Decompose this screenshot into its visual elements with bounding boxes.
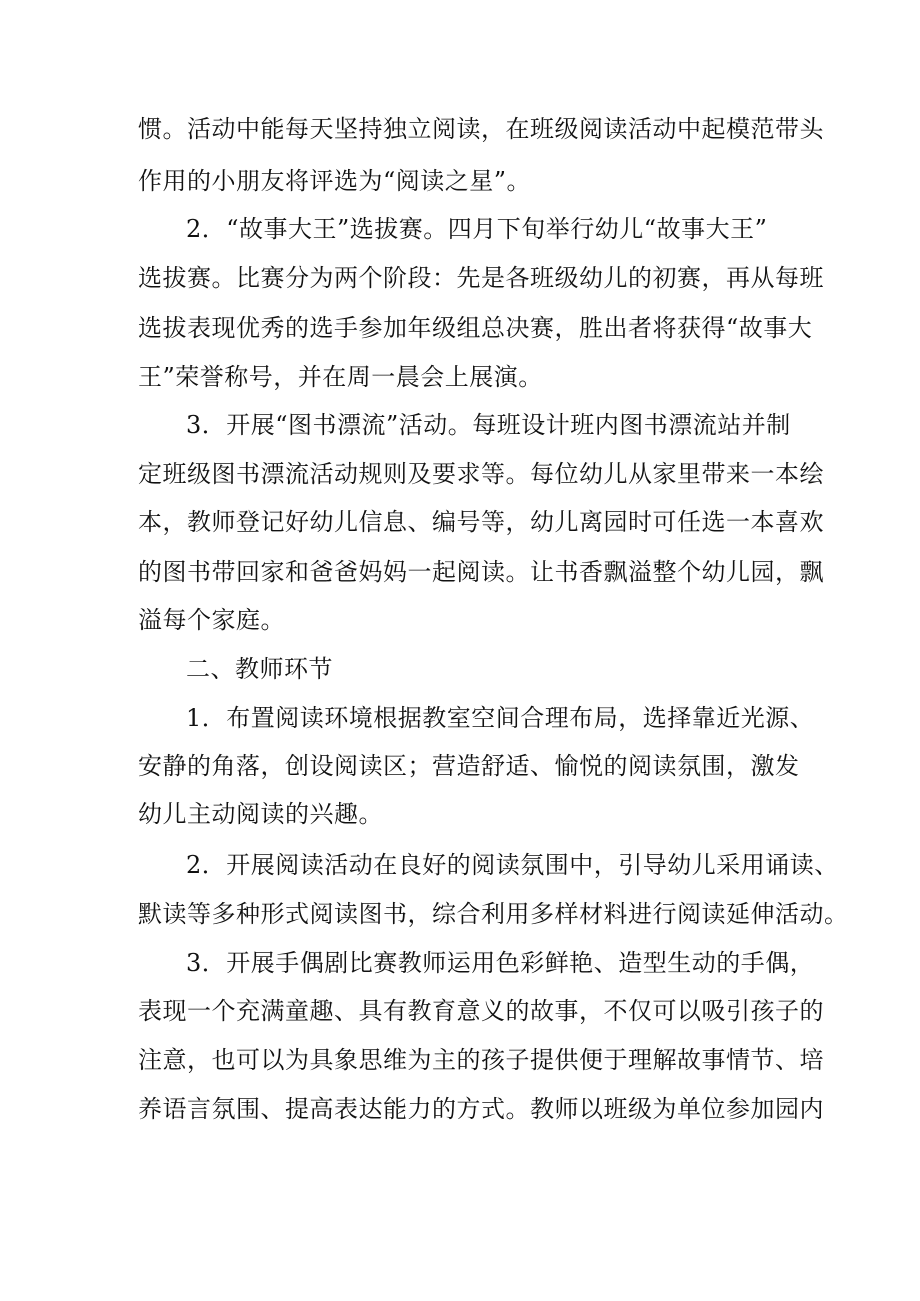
text-line: 的图书带回家和爸爸妈妈一起阅读。让书香飘溢整个幼儿园，飘	[138, 558, 824, 586]
text-line: 选拔赛。比赛分为两个阶段：先是各班级幼儿的初赛，再从每班	[138, 264, 824, 292]
text-line: 本，教师登记好幼儿信息、编号等，幼儿离园时可任选一本喜欢	[138, 508, 824, 536]
text-line: 惯。活动中能每天坚持独立阅读，在班级阅读活动中起模范带头	[138, 115, 824, 143]
text-line: 选拔表现优秀的选手参加年级组总决赛，胜出者将获得“故事大	[138, 314, 813, 342]
text-line: 3．开展“图书漂流”活动。每班设计班内图书漂流站并制	[186, 411, 791, 439]
text-line: 养语言氛围、提高表达能力的方式。教师以班级为单位参加园内	[138, 1095, 824, 1123]
text-line: 默读等多种形式阅读图书，综合利用多样材料进行阅读延伸活动。	[138, 900, 849, 928]
section-heading: 二、教师环节	[186, 655, 333, 683]
text-line: 1．布置阅读环境根据教室空间合理布局，选择靠近光源、	[186, 704, 815, 732]
text-line: 表现一个充满童趣、具有教育意义的故事，不仅可以吸引孩子的	[138, 997, 824, 1025]
text-line: 2．“故事大王”选拔赛。四月下旬举行幼儿“故事大王”	[186, 215, 768, 243]
text-line: 2．开展阅读活动在良好的阅读氛围中，引导幼儿采用诵读、	[186, 851, 839, 879]
text-line: 定班级图书漂流活动规则及要求等。每位幼儿从家里带来一本绘	[138, 460, 824, 488]
text-line: 作用的小朋友将评选为“阅读之星”。	[138, 167, 532, 195]
text-line: 注意，也可以为具象思维为主的孩子提供便于理解故事情节、培	[138, 1046, 824, 1074]
text-line: 幼儿主动阅读的兴趣。	[138, 800, 383, 828]
text-line: 王”荣誉称号，并在周一晨会上展演。	[138, 363, 543, 391]
text-line: 3．开展手偶剧比赛教师运用色彩鲜艳、造型生动的手偶，	[186, 949, 815, 977]
text-line: 溢每个家庭。	[138, 606, 285, 634]
text-line: 安静的角落，创设阅读区；营造舒适、愉悦的阅读氛围，激发	[138, 752, 800, 780]
